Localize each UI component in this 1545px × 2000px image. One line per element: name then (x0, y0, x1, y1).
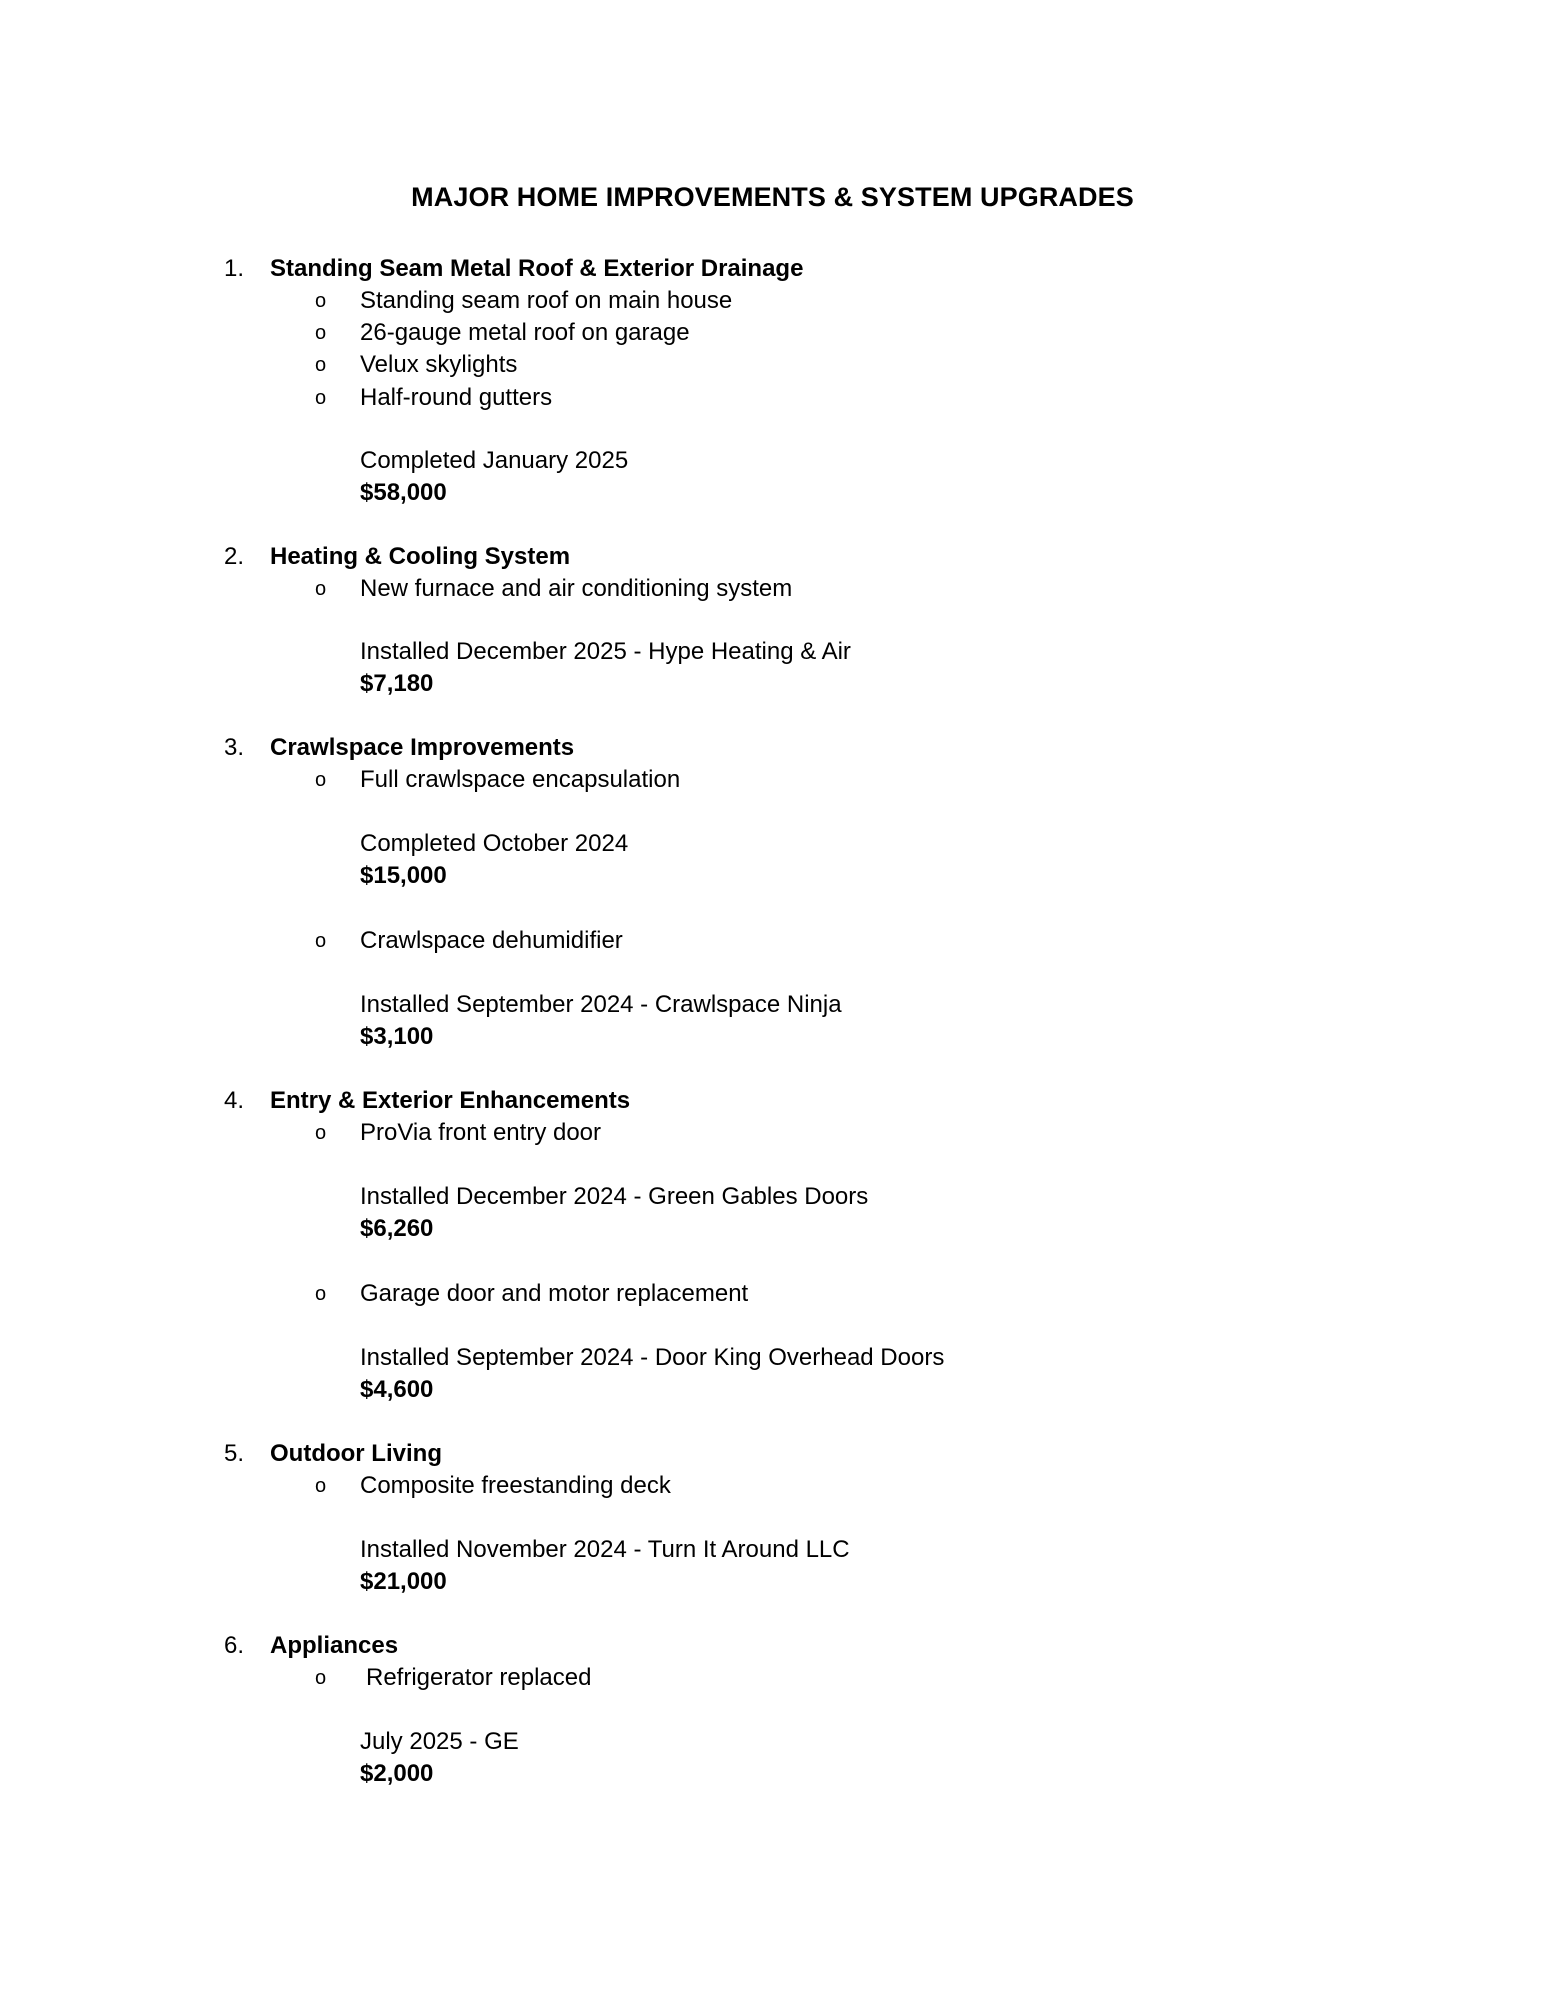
section-heading: Entry & Exterior Enhancements (270, 1087, 631, 1114)
section-number: 2. (224, 543, 245, 570)
section-number: 6. (224, 1632, 245, 1659)
list-item: ProVia front entry door (360, 1119, 602, 1146)
list-item: Standing seam roof on main house (360, 287, 733, 314)
price: $6,260 (360, 1215, 434, 1242)
completion-note: July 2025 - GE (360, 1728, 519, 1755)
list-item: Velux skylights (360, 351, 518, 378)
price: $21,000 (360, 1568, 447, 1595)
price: $2,000 (360, 1760, 434, 1787)
section-number: 5. (224, 1440, 245, 1467)
section-number: 1. (224, 255, 245, 282)
list-item: Garage door and motor replacement (360, 1280, 749, 1307)
bullet-icon: o (315, 387, 327, 409)
completion-note: Installed December 2025 - Hype Heating & Air (360, 638, 851, 665)
bullet-icon: o (315, 578, 327, 600)
section-heading: Appliances (270, 1632, 399, 1659)
section-number: 4. (224, 1087, 245, 1114)
bullet-icon: o (315, 290, 327, 312)
bullet-icon: o (315, 322, 327, 344)
completion-note: Completed October 2024 (360, 830, 629, 857)
bullet-icon: o (315, 354, 327, 376)
bullet-icon: o (315, 930, 327, 952)
list-item: New furnace and air conditioning system (360, 575, 793, 602)
completion-note: Completed January 2025 (360, 447, 629, 474)
price: $58,000 (360, 479, 447, 506)
bullet-icon: o (315, 769, 327, 791)
bullet-icon: o (315, 1475, 327, 1497)
bullet-icon: o (315, 1283, 327, 1305)
page-title: MAJOR HOME IMPROVEMENTS & SYSTEM UPGRADES (411, 182, 1134, 212)
section-heading: Standing Seam Metal Roof & Exterior Drainage (270, 255, 804, 282)
list-item: Composite freestanding deck (360, 1472, 671, 1499)
list-item: Full crawlspace encapsulation (360, 766, 681, 793)
section-heading: Heating & Cooling System (270, 543, 571, 570)
completion-note: Installed September 2024 - Door King Overhead Doors (360, 1344, 945, 1371)
list-item: Crawlspace dehumidifier (360, 927, 623, 954)
completion-note: Installed November 2024 - Turn It Around LLC (360, 1536, 850, 1563)
section-number: 3. (224, 734, 245, 761)
price: $15,000 (360, 862, 447, 889)
bullet-icon: o (315, 1122, 327, 1144)
section-heading: Outdoor Living (270, 1440, 442, 1467)
section-heading: Crawlspace Improvements (270, 734, 575, 761)
list-item: Half-round gutters (360, 384, 553, 411)
completion-note: Installed December 2024 - Green Gables Doors (360, 1183, 869, 1210)
price: $7,180 (360, 670, 434, 697)
price: $4,600 (360, 1376, 434, 1403)
completion-note: Installed September 2024 - Crawlspace Ninja (360, 991, 842, 1018)
list-item: Refrigerator replaced (366, 1664, 592, 1691)
price: $3,100 (360, 1023, 434, 1050)
list-item: 26-gauge metal roof on garage (360, 319, 690, 346)
bullet-icon: o (315, 1667, 327, 1689)
